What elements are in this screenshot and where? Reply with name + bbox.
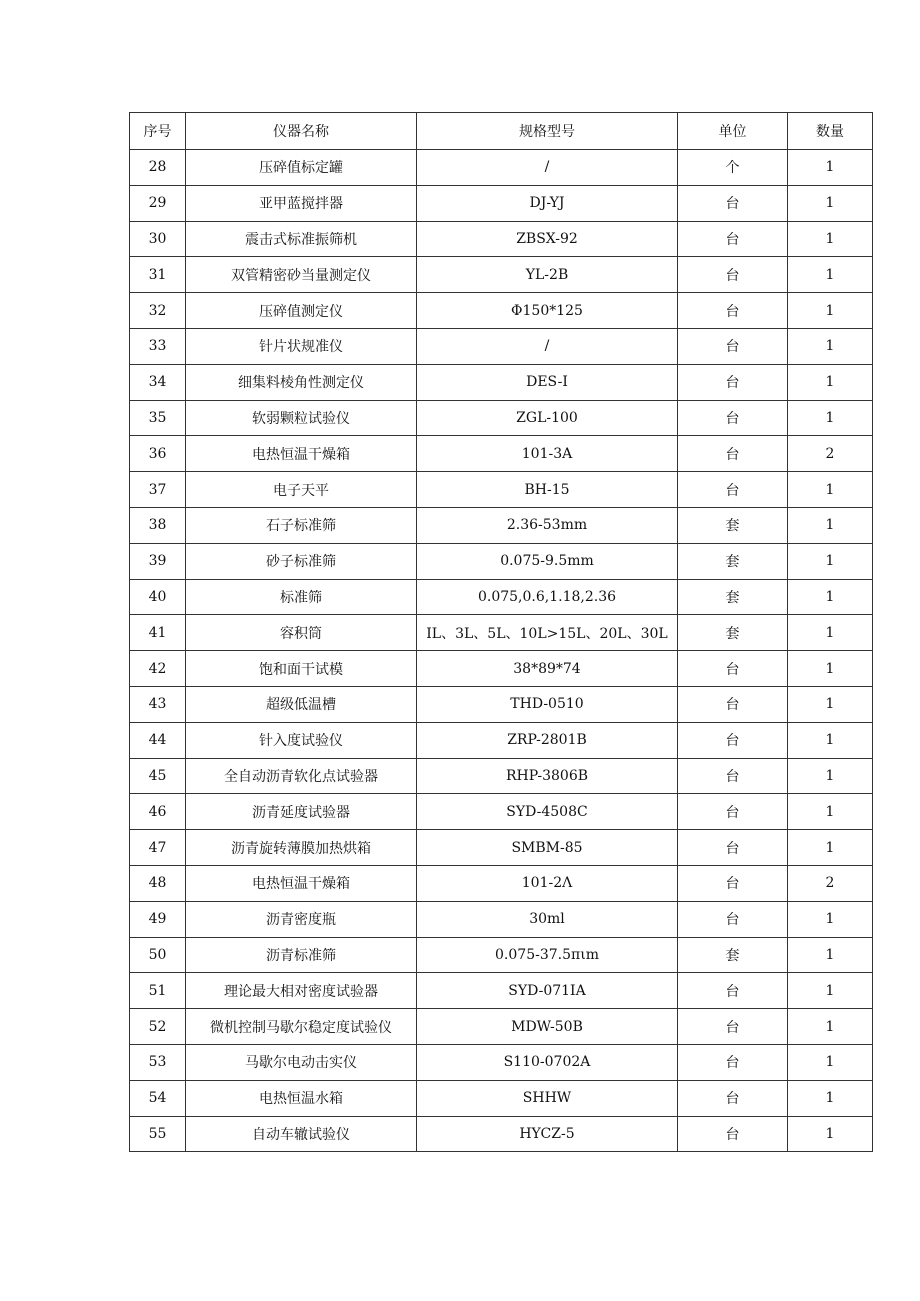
cell-qty: 1: [788, 507, 873, 543]
table-row: [130, 579, 873, 615]
cell-name: 压碎值测定仪: [186, 293, 417, 329]
cell-qty: 1: [788, 651, 873, 687]
cell-no: 41: [130, 615, 186, 651]
table-row: [130, 150, 873, 186]
table-row: [130, 400, 873, 436]
cell-name: 砂子标准筛: [186, 543, 417, 579]
cell-qty: 1: [788, 758, 873, 794]
cell-qty: 1: [788, 150, 873, 186]
cell-no: 35: [130, 400, 186, 436]
cell-no: 53: [130, 1044, 186, 1080]
table-body: [130, 150, 873, 1152]
cell-qty: 1: [788, 221, 873, 257]
cell-unit: 台: [678, 865, 788, 901]
table-row: [130, 543, 873, 579]
cell-no: 38: [130, 507, 186, 543]
cell-qty: 1: [788, 615, 873, 651]
cell-no: 37: [130, 472, 186, 508]
table-row: [130, 937, 873, 973]
cell-name: 电热恒温水箱: [186, 1080, 417, 1116]
cell-name: 沥青延度试验器: [186, 794, 417, 830]
cell-unit: 台: [678, 364, 788, 400]
table-row: [130, 257, 873, 293]
cell-qty: 2: [788, 436, 873, 472]
cell-spec: ZGL-100: [417, 400, 678, 436]
cell-unit: 台: [678, 185, 788, 221]
cell-unit: 台: [678, 1044, 788, 1080]
table-row: [130, 436, 873, 472]
cell-spec: HYCZ-5: [417, 1116, 678, 1152]
table-row: [130, 1080, 873, 1116]
cell-qty: 1: [788, 293, 873, 329]
cell-qty: 1: [788, 328, 873, 364]
cell-qty: 1: [788, 472, 873, 508]
table-row: [130, 973, 873, 1009]
cell-unit: 台: [678, 758, 788, 794]
cell-spec: SMBM-85: [417, 830, 678, 866]
cell-unit: 套: [678, 579, 788, 615]
cell-unit: 台: [678, 221, 788, 257]
cell-spec: DJ-YJ: [417, 185, 678, 221]
table-row: [130, 1116, 873, 1152]
cell-qty: 1: [788, 973, 873, 1009]
cell-no: 31: [130, 257, 186, 293]
cell-unit: 台: [678, 1080, 788, 1116]
cell-unit: 套: [678, 615, 788, 651]
cell-spec: DES-I: [417, 364, 678, 400]
cell-unit: 台: [678, 436, 788, 472]
cell-no: 34: [130, 364, 186, 400]
cell-unit: 套: [678, 937, 788, 973]
cell-spec: 101-3A: [417, 436, 678, 472]
cell-spec: RHP-3806B: [417, 758, 678, 794]
header-unit: 单位: [678, 113, 788, 150]
cell-unit: 个: [678, 150, 788, 186]
cell-no: 42: [130, 651, 186, 687]
cell-unit: 台: [678, 686, 788, 722]
cell-name: 软弱颗粒试验仪: [186, 400, 417, 436]
table-row: [130, 1044, 873, 1080]
cell-name: 沥青密度瓶: [186, 901, 417, 937]
cell-unit: 台: [678, 901, 788, 937]
cell-qty: 1: [788, 1080, 873, 1116]
cell-name: 全自动沥青软化点试验器: [186, 758, 417, 794]
cell-no: 32: [130, 293, 186, 329]
cell-name: 电热恒温干燥箱: [186, 865, 417, 901]
cell-qty: 1: [788, 257, 873, 293]
cell-qty: 1: [788, 722, 873, 758]
cell-spec: SYD-4508C: [417, 794, 678, 830]
cell-unit: 台: [678, 257, 788, 293]
table-header: [130, 113, 873, 150]
cell-name: 双管精密砂当量测定仪: [186, 257, 417, 293]
cell-name: 电热恒温干燥箱: [186, 436, 417, 472]
cell-spec: 0.075-9.5mm: [417, 543, 678, 579]
cell-no: 50: [130, 937, 186, 973]
cell-no: 46: [130, 794, 186, 830]
cell-no: 43: [130, 686, 186, 722]
cell-no: 28: [130, 150, 186, 186]
cell-no: 49: [130, 901, 186, 937]
cell-no: 54: [130, 1080, 186, 1116]
cell-qty: 1: [788, 1009, 873, 1045]
table-row: [130, 364, 873, 400]
cell-name: 电子天平: [186, 472, 417, 508]
cell-no: 47: [130, 830, 186, 866]
table-row: [130, 185, 873, 221]
cell-no: 44: [130, 722, 186, 758]
cell-spec: ZBSX-92: [417, 221, 678, 257]
cell-unit: 台: [678, 722, 788, 758]
cell-qty: 1: [788, 1044, 873, 1080]
cell-spec: 101-2Λ: [417, 865, 678, 901]
cell-name: 石子标准筛: [186, 507, 417, 543]
cell-name: 容积筒: [186, 615, 417, 651]
cell-name: 自动车辙试验仪: [186, 1116, 417, 1152]
cell-spec: BH-15: [417, 472, 678, 508]
table-row: [130, 221, 873, 257]
cell-name: 震击式标准振筛机: [186, 221, 417, 257]
table-row: [130, 722, 873, 758]
table-row: [130, 794, 873, 830]
cell-name: 标准筛: [186, 579, 417, 615]
cell-no: 36: [130, 436, 186, 472]
cell-name: 针入度试验仪: [186, 722, 417, 758]
cell-qty: 1: [788, 686, 873, 722]
cell-name: 沥青标准筛: [186, 937, 417, 973]
cell-spec: YL-2B: [417, 257, 678, 293]
cell-spec: /: [417, 150, 678, 186]
cell-no: 30: [130, 221, 186, 257]
cell-name: 微机控制马歇尔稳定度试验仪: [186, 1009, 417, 1045]
cell-qty: 1: [788, 364, 873, 400]
cell-unit: 套: [678, 543, 788, 579]
table-row: [130, 1009, 873, 1045]
cell-no: 48: [130, 865, 186, 901]
table-row: [130, 686, 873, 722]
cell-name: 马歇尔电动击实仪: [186, 1044, 417, 1080]
cell-no: 52: [130, 1009, 186, 1045]
table-row: [130, 758, 873, 794]
cell-name: 压碎值标定罐: [186, 150, 417, 186]
cell-unit: 台: [678, 1009, 788, 1045]
equipment-table-container: [129, 112, 872, 1152]
cell-qty: 1: [788, 937, 873, 973]
cell-qty: 1: [788, 830, 873, 866]
header-row: [130, 113, 873, 150]
cell-unit: 台: [678, 293, 788, 329]
cell-no: 39: [130, 543, 186, 579]
cell-no: 55: [130, 1116, 186, 1152]
cell-no: 40: [130, 579, 186, 615]
cell-no: 29: [130, 185, 186, 221]
cell-spec: 30ml: [417, 901, 678, 937]
cell-name: 沥青旋转薄膜加热烘箱: [186, 830, 417, 866]
cell-unit: 台: [678, 651, 788, 687]
cell-spec: MDW-50B: [417, 1009, 678, 1045]
cell-name: 针片状规准仪: [186, 328, 417, 364]
header-name: 仪器名称: [186, 113, 417, 150]
cell-qty: 1: [788, 901, 873, 937]
cell-no: 33: [130, 328, 186, 364]
cell-qty: 1: [788, 185, 873, 221]
cell-name: 细集料棱角性测定仪: [186, 364, 417, 400]
table-row: [130, 615, 873, 651]
cell-unit: 台: [678, 1116, 788, 1152]
cell-unit: 台: [678, 328, 788, 364]
cell-qty: 1: [788, 579, 873, 615]
table-row: [130, 472, 873, 508]
cell-spec: 38*89*74: [417, 651, 678, 687]
cell-unit: 台: [678, 830, 788, 866]
cell-name: 亚甲蓝搅拌器: [186, 185, 417, 221]
cell-spec: /: [417, 328, 678, 364]
cell-no: 45: [130, 758, 186, 794]
cell-qty: 1: [788, 400, 873, 436]
cell-spec: S110-0702A: [417, 1044, 678, 1080]
cell-spec: ZRP-2801B: [417, 722, 678, 758]
cell-qty: 2: [788, 865, 873, 901]
cell-unit: 台: [678, 794, 788, 830]
table-row: [130, 865, 873, 901]
cell-no: 51: [130, 973, 186, 1009]
cell-spec: 2.36-53mm: [417, 507, 678, 543]
cell-spec: Φ150*125: [417, 293, 678, 329]
cell-qty: 1: [788, 794, 873, 830]
table-row: [130, 507, 873, 543]
cell-spec: IL、3L、5L、10L>15L、20L、30L: [417, 615, 678, 651]
table-row: [130, 651, 873, 687]
cell-spec: SYD-071IA: [417, 973, 678, 1009]
cell-name: 理论最大相对密度试验器: [186, 973, 417, 1009]
table-row: [130, 830, 873, 866]
cell-unit: 台: [678, 400, 788, 436]
header-qty: 数量: [788, 113, 873, 150]
table-row: [130, 328, 873, 364]
cell-spec: 0.075-37.5πιm: [417, 937, 678, 973]
cell-unit: 台: [678, 973, 788, 1009]
header-spec: 规格型号: [417, 113, 678, 150]
table-row: [130, 901, 873, 937]
cell-name: 超级低温槽: [186, 686, 417, 722]
cell-spec: 0.075,0.6,1.18,2.36: [417, 579, 678, 615]
cell-qty: 1: [788, 1116, 873, 1152]
cell-unit: 套: [678, 507, 788, 543]
cell-name: 饱和面干试模: [186, 651, 417, 687]
equipment-table: [129, 112, 873, 1152]
cell-qty: 1: [788, 543, 873, 579]
table-row: [130, 293, 873, 329]
cell-unit: 台: [678, 472, 788, 508]
cell-spec: SHHW: [417, 1080, 678, 1116]
header-no: 序号: [130, 113, 186, 150]
cell-spec: THD-0510: [417, 686, 678, 722]
